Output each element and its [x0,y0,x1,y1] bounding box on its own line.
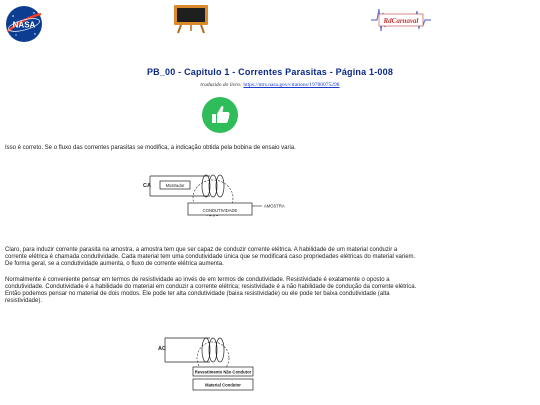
coating-label: Revestimento Não Condutor [194,369,252,375]
rdcarnaval-logo-text: RdCarnaval [383,17,419,25]
paragraph-conductivity: Claro, para induzir corrente parasita na amostra, a amostra tem que ser capaz de conduzir corrente elétrica. A habilidade de um material conduzir a corrente elétrica é chamada condutividade. Cada material tem uma condutividade única que se modificará caso propriedades elétricas do material variem. De forma geral, se a condutividade aumenta, o fluxo de corrente elétrica aumenta. [5,247,416,267]
ca-label: CA [143,183,151,189]
nonconductive-coating-diagram [155,328,285,394]
page-title: PB_00 - Capitulo 1 - Correntes Parasitas - Página 1-008 [146,67,394,77]
paragraph-correct: Isso é correto. Se o fluxo das correntes parasitas se modifica, a indicação obtida pela bobina de ensaio varia. [5,145,296,151]
source-line [0,82,540,88]
meter-label: Mostrador [165,183,185,188]
nasa-logo[interactable] [4,4,44,44]
eddy-current-conductivity-diagram [140,166,310,222]
thumbs-up-icon[interactable] [202,97,238,133]
source-link[interactable]: https://ntrs.nasa.gov/citations/19780075298 [243,82,340,88]
sample-label: AMOSTRA [264,203,285,209]
conductivity-label: CONDUTIVIDADE [202,208,238,213]
ac-label: AC [158,346,166,352]
source-prefix: traduzido do livro: [200,82,242,88]
nasa-logo-text: NASA [12,20,36,30]
conductor-label: Material Condutor [205,382,241,388]
paragraph-resistivity: Normalmente é conveniente pensar em termos de resistividade ao invés de em termos de condutividade. Resistividade é exatamente o oposto a condutividade. Condutividade é a habilidade do material em conduzir a corrente elétrica; resistividade é a não habilidade de condução da corrente elétrica. Então podemos pensar no material de dois modos. Ele pode ter alta condutividade (baixa resistividade) ou ele pode ter baixa condutividade (alta resistividade). [5,277,417,304]
rdcarnaval-logo[interactable] [371,5,431,35]
easel-board-icon [173,4,209,34]
